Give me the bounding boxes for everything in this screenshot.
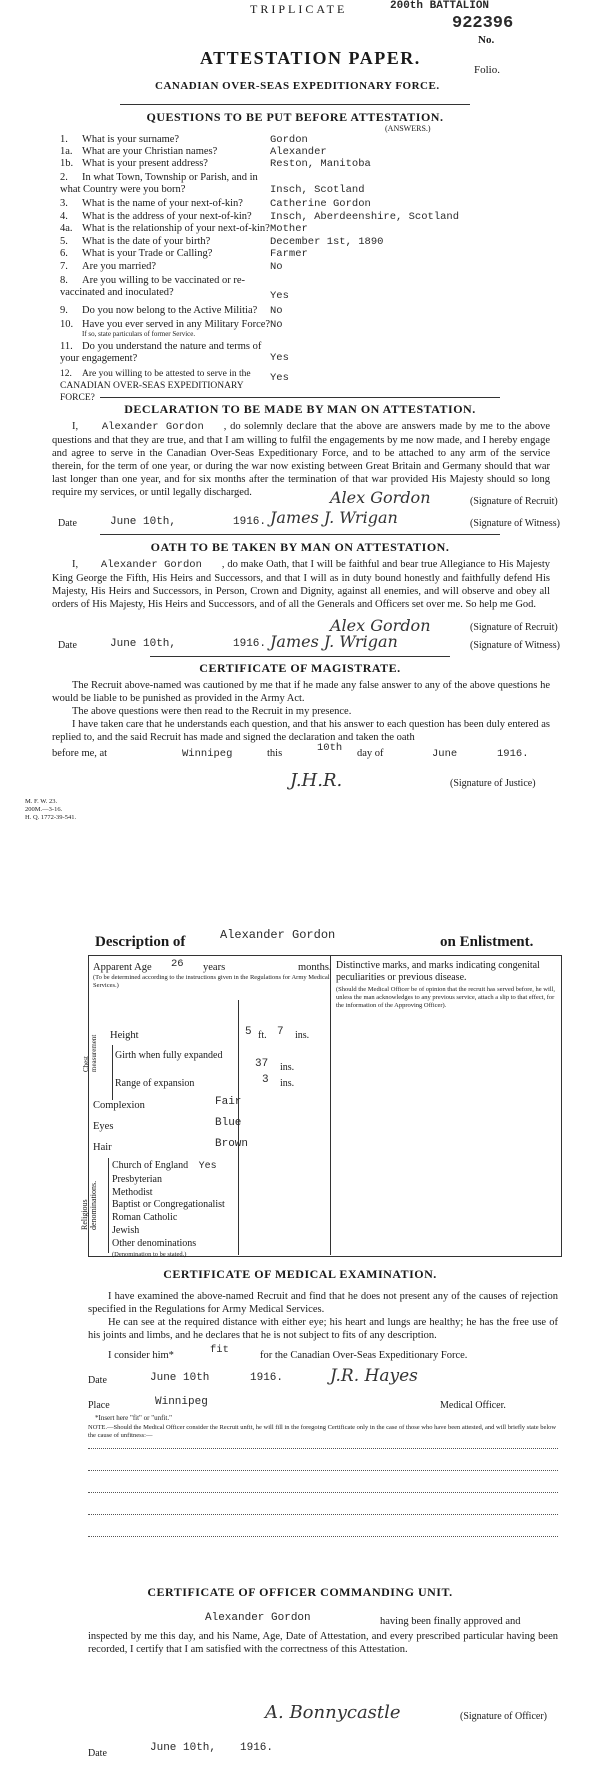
answer-birthplace[interactable]: Insch, Scotland xyxy=(270,184,365,196)
magistrate-place-line: before me, at Winnipeg this 10th day of June 1916. xyxy=(52,742,529,760)
answer-next-of-kin[interactable]: Catherine Gordon xyxy=(270,198,371,210)
note-former-service: If so, state particulars of former Service. xyxy=(82,330,196,338)
officer-recruit-name[interactable]: Alexander Gordon xyxy=(205,1612,311,1624)
declaration-name[interactable]: Alexander Gordon xyxy=(101,421,204,433)
unfitness-line-5[interactable] xyxy=(88,1536,558,1537)
religion-list xyxy=(112,1160,332,1259)
question-row: 1. What is your surname? Gordon xyxy=(60,134,308,146)
answers-label: (ANSWERS.) xyxy=(385,124,431,133)
answer-military-force[interactable]: No xyxy=(270,319,283,331)
page-subtitle: CANADIAN OVER-SEAS EXPEDITIONARY FORCE. xyxy=(155,80,440,92)
justice-label: (Signature of Justice) xyxy=(450,778,536,789)
declaration-date-label: Date xyxy=(58,518,77,529)
medical-note: NOTE.—Should the Medical Officer consider the Recruit unfit, he will fill in the foregoing Certificate only in the case of those who have been attested, and will briefly state below the cause of unfitness:— xyxy=(88,1424,557,1439)
medical-place[interactable]: Winnipeg xyxy=(155,1396,208,1408)
oath-witness-signature[interactable]: James J. Wrigan xyxy=(270,632,398,651)
unfitness-line-4[interactable] xyxy=(88,1514,558,1515)
medical-year: 1916. xyxy=(250,1372,284,1384)
question-row: 9. Do you now belong to the Active Militia? No xyxy=(60,305,283,317)
oath-date[interactable]: June 10th, xyxy=(110,638,177,650)
officer-heading: CERTIFICATE OF OFFICER COMMANDING UNIT. xyxy=(147,1585,453,1599)
religion-item: Jewish xyxy=(112,1224,140,1236)
complexion-value[interactable]: Fair xyxy=(215,1096,242,1108)
religion-item: Methodist xyxy=(112,1186,153,1198)
eyes-label: Eyes xyxy=(93,1121,114,1132)
medical-date-label: Date xyxy=(88,1375,107,1386)
answer-surname[interactable]: Gordon xyxy=(270,134,308,146)
religion-item: Presbyterian xyxy=(112,1173,162,1185)
feet-unit: ft. xyxy=(258,1030,267,1041)
description-name[interactable]: Alexander Gordon xyxy=(220,928,336,942)
magistrate-year: 1916. xyxy=(497,748,529,760)
oath-recruit-label: (Signature of Recruit) xyxy=(470,622,558,633)
magistrate-p3: I have taken care that he understands each question, and that his answer to each question has been duly entered as replied to, and the said Recruit has made and signed the declaration and taken the oath xyxy=(52,719,550,743)
question-row: 8. Are you willing to be vaccinated or re-vaccinated and inoculated? xyxy=(60,275,245,298)
oath-heading: OATH TO BE TAKEN BY MAN ON ATTESTATION. xyxy=(150,540,450,554)
religion-label: Religious denominations. xyxy=(80,1180,98,1230)
religion-item: Church of England Yes xyxy=(112,1160,217,1172)
religion-item: Baptist or Congregationalist xyxy=(112,1199,225,1211)
oath-year: 1916. xyxy=(233,638,267,650)
religion-mark[interactable]: Yes xyxy=(198,1161,217,1172)
apparent-age-row: Apparent Age 26 years months. xyxy=(93,958,332,973)
marks-heading: Distinctive marks, and marks indicating congenital peculiarities or previous disease. xyxy=(336,960,540,983)
religion-item: Other denominations xyxy=(112,1237,197,1249)
justice-signature[interactable]: J.H.R. xyxy=(290,770,343,791)
question-row: 2. In what Town, Township or Parish, and in what Country were you born? xyxy=(60,172,258,195)
girth-label: Girth when fully expanded xyxy=(115,1050,223,1061)
range-value[interactable]: 3 xyxy=(262,1074,269,1086)
question-row: 5. What is the date of your birth? December 1st, 1890 xyxy=(60,236,384,248)
oath-name[interactable]: Alexander Gordon xyxy=(100,559,202,571)
medical-consider-line: I consider him* fit for the Canadian Over-Seas Expeditionary Force. xyxy=(108,1344,468,1361)
hair-value[interactable]: Brown xyxy=(215,1138,249,1150)
range-label: Range of expansion xyxy=(115,1078,195,1089)
range-unit: ins. xyxy=(280,1078,295,1089)
officer-date[interactable]: June 10th, xyxy=(150,1742,217,1754)
declaration-recruit-label: (Signature of Recruit) xyxy=(470,496,558,507)
answer-birth-date[interactable]: December 1st, 1890 xyxy=(270,236,384,248)
question-row: 7. Are you married? No xyxy=(60,261,283,273)
oath-date-label: Date xyxy=(58,640,77,651)
medical-fit-value[interactable]: fit xyxy=(210,1344,229,1356)
description-title: Description of Alexander Gordon on Enlistment. xyxy=(95,928,534,950)
folio-label: Folio. xyxy=(474,64,500,76)
magistrate-day[interactable]: 10th xyxy=(317,742,343,754)
medical-officer-signature[interactable]: J.R. Hayes xyxy=(330,1366,418,1386)
magistrate-month[interactable]: June xyxy=(432,748,458,760)
answer-address[interactable]: Reston, Manitoba xyxy=(270,158,371,170)
page-title: ATTESTATION PAPER. xyxy=(200,48,421,68)
oath-text: I, Alexander Gordon , do make Oath, that I will be faithful and bear true Allegiance to His Majesty King George the Fifth, His Heirs and Successors, and that I will as in duty bound honestly and faithfully defend His Majesty, His Heirs and Successors, in Person, Crown and Dignity, against all enemies, and will observe and obey all orders of His Majesty, His Heirs and Successors, and of all the Generals and Officers set over me. So help me God. xyxy=(52,559,550,610)
question-row: 6. What is your Trade or Calling? Farmer xyxy=(60,248,308,260)
magistrate-p2: The above questions were then read to the Recruit in my presence. xyxy=(72,706,352,717)
medical-p1: I have examined the above-named Recruit and find that he does not present any of the causes of rejection specified in the Regulations for Army Medical Services. xyxy=(88,1291,558,1315)
age-note: (To be determined according to the instructions given in the Regulations for Army Medical Services.) xyxy=(93,974,330,989)
magistrate-heading: CERTIFICATE OF MAGISTRATE. xyxy=(199,661,401,675)
question-row: 10. Have you ever served in any Military Force? No xyxy=(60,319,283,331)
question-row: 11. Do you understand the nature and terms of your engagement? xyxy=(60,341,262,364)
apparent-age-value[interactable]: 26 xyxy=(171,958,184,970)
marks-note: (Should the Medical Officer be of opinion that the recruit has served before, he will, unless the man acknowledges to any previous service, attach a slip to that effect, for the information of the Approving Officer). xyxy=(336,986,556,1009)
officer-text-1: having been finally approved and xyxy=(380,1616,521,1627)
magistrate-place[interactable]: Winnipeg xyxy=(182,748,233,760)
question-row: 12. Are you willing to be attested to serve in the CANADIAN OVER-SEAS EXPEDITIONARY FORCE? xyxy=(60,369,251,403)
height-feet[interactable]: 5 xyxy=(245,1026,252,1038)
denomination-note: (Denomination to be stated.) xyxy=(112,1250,187,1258)
regimental-number: 922396 xyxy=(452,14,514,33)
no-label: No. xyxy=(478,34,495,46)
form-code: M. F. W. 23. 200M.—3-16. H. Q. 1772-39-541. xyxy=(25,798,77,821)
officer-date-label: Date xyxy=(88,1748,107,1759)
complexion-label: Complexion xyxy=(93,1100,145,1111)
oath-recruit-signature[interactable]: Alex Gordon xyxy=(330,616,431,635)
medical-place-label: Place xyxy=(88,1400,110,1411)
answer-kin-relationship[interactable]: Mother xyxy=(270,223,308,235)
unfitness-line-2[interactable] xyxy=(88,1470,558,1471)
declaration-heading: DECLARATION TO BE MADE BY MAN ON ATTESTATION. xyxy=(124,402,476,416)
medical-officer-label: Medical Officer. xyxy=(440,1400,506,1411)
answer-vaccinated[interactable]: Yes xyxy=(270,290,289,302)
religion-item: Roman Catholic xyxy=(112,1212,178,1224)
question-row: 4. What is the address of your next-of-kin? Insch, Aberdeenshire, Scotland xyxy=(60,211,460,223)
eyes-value[interactable]: Blue xyxy=(215,1117,242,1129)
insert-note: *Insert here "fit" or "unfit." xyxy=(95,1414,172,1422)
questions-heading: QUESTIONS TO BE PUT BEFORE ATTESTATION. xyxy=(146,110,444,124)
declaration-date[interactable]: June 10th, xyxy=(110,516,177,528)
medical-date[interactable]: June 10th xyxy=(150,1372,210,1384)
girth-value[interactable]: 37 xyxy=(255,1058,269,1070)
medical-p2: He can see at the required distance with either eye; his heart and lungs are healthy; he has the free use of his joints and limbs, and he declares that he is not subject to fits of any description. xyxy=(88,1317,558,1341)
declaration-recruit-signature[interactable]: Alex Gordon xyxy=(330,488,431,507)
answer-kin-address[interactable]: Insch, Aberdeenshire, Scotland xyxy=(270,211,460,223)
answer-militia[interactable]: No xyxy=(270,305,283,317)
magistrate-p1: The Recruit above-named was cautioned by me that if he made any false answer to any of the above questions he would be liable to be punished as provided in the Army Act. xyxy=(52,680,550,704)
answer-willing-to-serve[interactable]: Yes xyxy=(270,372,289,384)
inches-unit: ins. xyxy=(295,1030,310,1041)
question-row: 4a. What is the relationship of your next-of-kin? Mother xyxy=(60,223,308,235)
declaration-witness-label: (Signature of Witness) xyxy=(470,518,560,529)
commanding-officer-label: (Signature of Officer) xyxy=(460,1711,548,1722)
chest-label: Chest measurement xyxy=(82,1034,98,1072)
height-label: Height xyxy=(110,1030,139,1041)
question-row: 3. What is the name of your next-of-kin? Catherine Gordon xyxy=(60,198,371,210)
answer-christian-names[interactable]: Alexander xyxy=(270,146,327,158)
oath-witness-label: (Signature of Witness) xyxy=(470,640,560,651)
answer-trade[interactable]: Farmer xyxy=(270,248,308,260)
commanding-officer-signature[interactable]: A. Bonnycastle xyxy=(265,1702,401,1723)
unfitness-line-1[interactable] xyxy=(88,1448,558,1449)
declaration-text: I, Alexander Gordon , do solemnly declare that the above are answers made by me to the above questions and that they are true, and that I am willing to fulfil the engagements by me now made, and I hereby engage and agree to serve in the Canadian Over-Seas Expeditionary Force, and to be attached to any arm of the service therein, for the term of one year, or during the war now existing between Great Britain and Germany should that war last longer than one year, and for six months after the termination of that war provided His Majesty should so long require my services, or until legally discharged. xyxy=(52,421,551,498)
answer-married[interactable]: No xyxy=(270,261,283,273)
declaration-witness-signature[interactable]: James J. Wrigan xyxy=(270,508,398,527)
hair-label: Hair xyxy=(93,1142,112,1153)
battalion-stamp: 200th BATTALION xyxy=(390,0,490,12)
question-row: 1a. What are your Christian names? Alexander xyxy=(60,146,327,158)
answer-understand-terms[interactable]: Yes xyxy=(270,352,289,364)
unfitness-line-3[interactable] xyxy=(88,1492,558,1493)
question-row: 1b. What is your present address? Reston, Manitoba xyxy=(60,158,371,170)
height-inches[interactable]: 7 xyxy=(277,1026,284,1038)
officer-text-2: inspected by me this day, and his Name, Age, Date of Attestation, and every prescribed particular having been recorded, I certify that I am satisfied with the correctness of this Attestation. xyxy=(88,1631,558,1655)
officer-year: 1916. xyxy=(240,1742,274,1754)
medical-heading: CERTIFICATE OF MEDICAL EXAMINATION. xyxy=(163,1267,437,1281)
girth-unit: ins. xyxy=(280,1062,295,1073)
declaration-year: 1916. xyxy=(233,516,267,528)
triplicate-label: TRIPLICATE xyxy=(250,2,348,16)
